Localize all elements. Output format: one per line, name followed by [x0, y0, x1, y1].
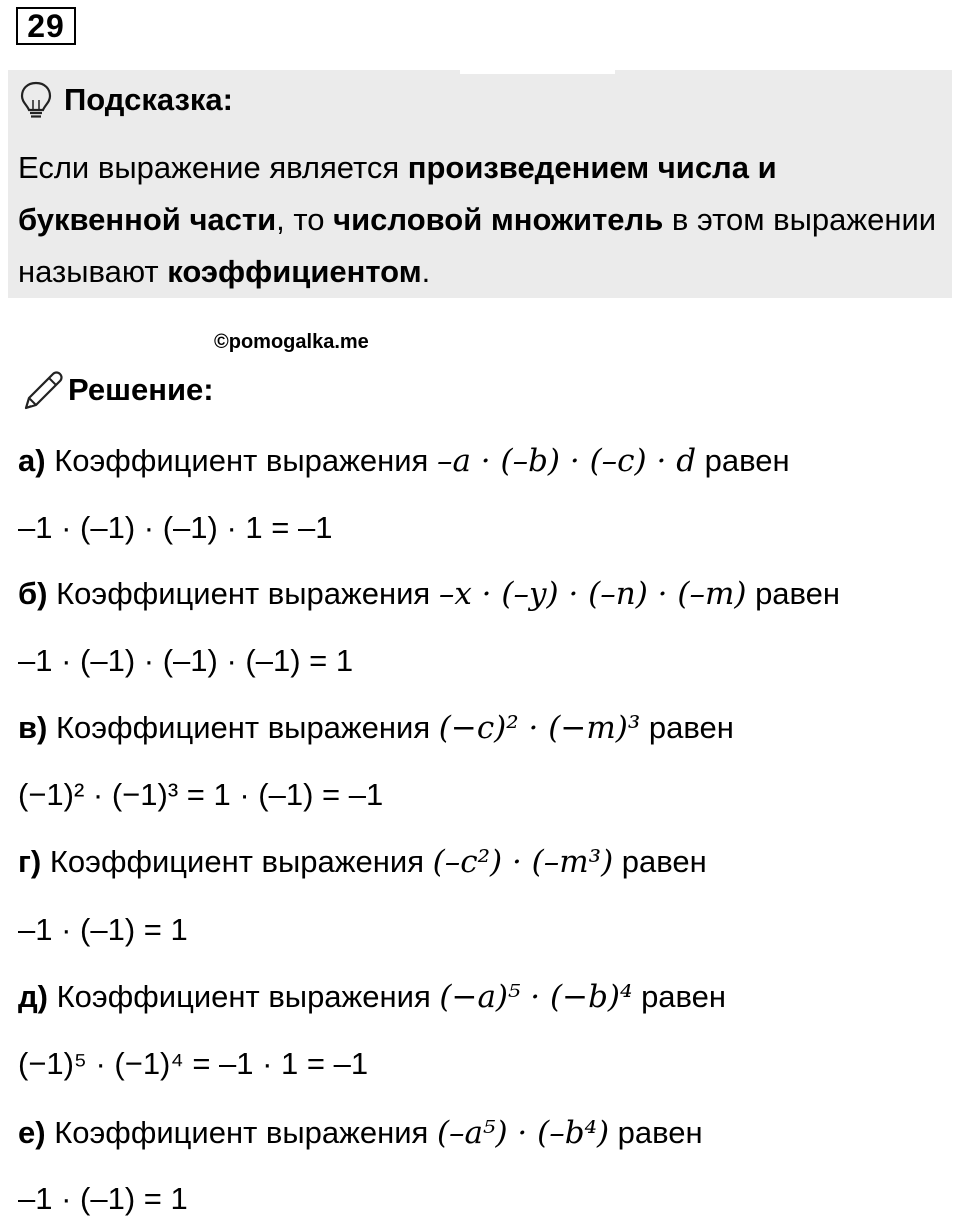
item-b-question: б) Коэффициент выражения –x · (–y) · (–n) · (–m) равен — [18, 576, 841, 612]
hint-box-notch — [460, 70, 615, 74]
item-e-answer: –1 · (–1) = 1 — [18, 1181, 188, 1216]
item-e-question: е) Коэффициент выражения (–a⁵) · (–b⁴) равен — [18, 1115, 703, 1151]
item-v-answer: (−1)² · (−1)³ = 1 · (–1) = –1 — [18, 777, 384, 812]
item-d-answer: (−1)⁵ · (−1)⁴ = –1 · 1 = –1 — [18, 1046, 369, 1081]
item-v-question: в) Коэффициент выражения (−c)² · (−m)³ равен — [18, 710, 734, 746]
hint-text: Если выражение является произведением числа и буквенной части, то числовой множитель в этом выражении называют коэффициентом. — [18, 150, 937, 289]
lightbulb-icon — [18, 80, 54, 120]
hint-title: Подсказка: — [64, 82, 233, 117]
pencil-icon — [20, 368, 66, 414]
item-g-question: г) Коэффициент выражения (–c²) · (–m³) равен — [18, 844, 707, 880]
watermark: ©pomogalka.me — [214, 331, 369, 353]
item-b-answer: –1 · (–1) · (–1) · (–1) = 1 — [18, 643, 354, 678]
solution-title: Решение: — [68, 372, 214, 407]
item-a-question: а) Коэффициент выражения –a · (–b) · (–c) · d равен — [18, 443, 790, 479]
item-d-question: д) Коэффициент выражения (−a)⁵ · (−b)⁴ равен — [18, 979, 727, 1015]
item-a-answer: –1 · (–1) · (–1) · 1 = –1 — [18, 510, 333, 545]
item-g-answer: –1 · (–1) = 1 — [18, 912, 188, 947]
problem-number: 29 — [16, 7, 76, 45]
